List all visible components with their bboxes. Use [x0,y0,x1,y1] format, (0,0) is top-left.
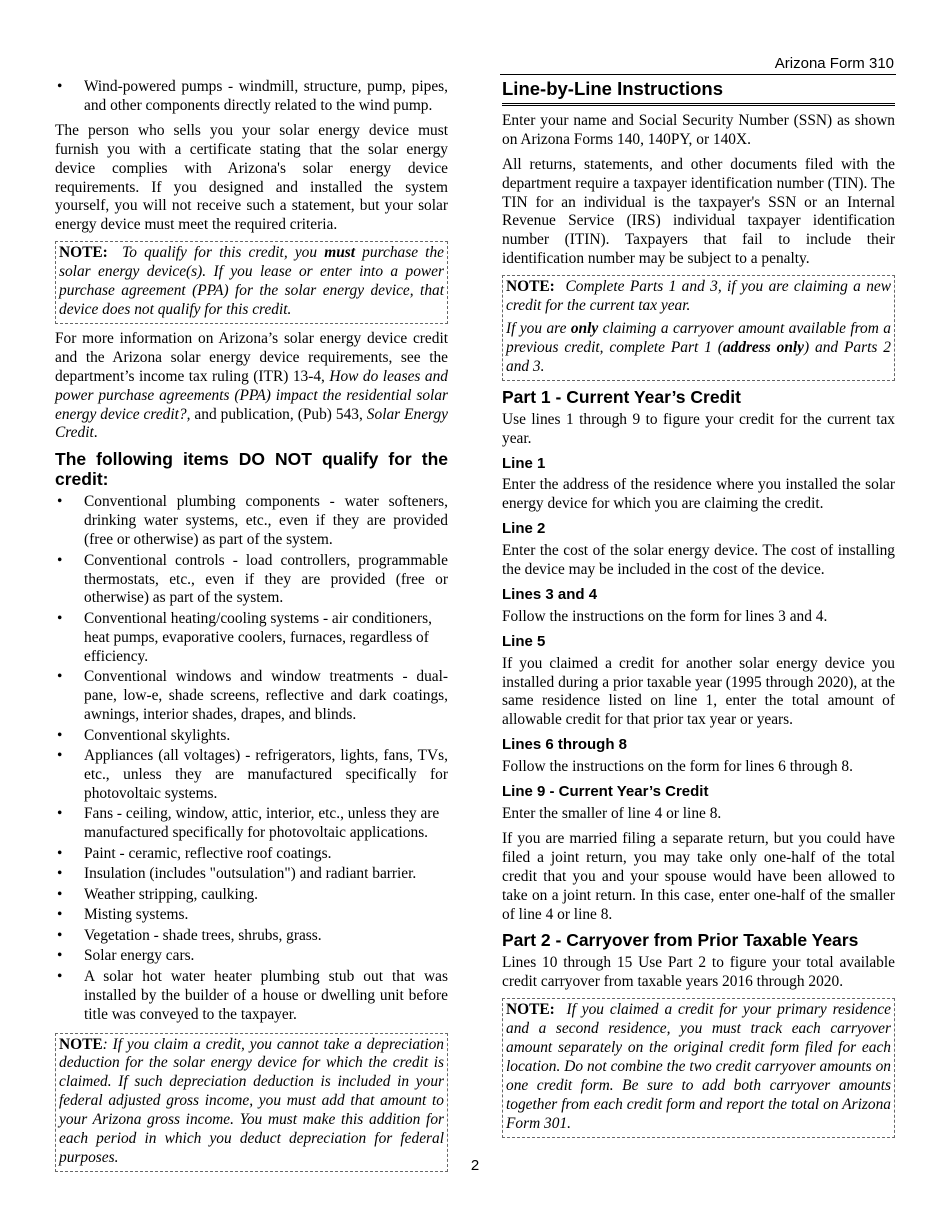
certificate-paragraph: The person who sells you your solar energy device must furnish you with a certificate stating that the solar energy device complies with Arizona's solar energy device requirements. If you designed and installed the system yourself, you will not receive such a statement, but your solar energy device must meet the required criteria. [55,121,448,234]
more-info-text: For more information on Arizona’s solar energy device credit and the Arizona solar energy device requirements, see the department’s income tax ruling (ITR) 13-4, [55,329,448,385]
list-item: • Conventional plumbing components - water softeners, drinking water systems, etc., even if they are provided (free or otherwise) as part of the system. [55,493,448,550]
part2-heading: Part 2 - Carryover from Prior Taxable Years [502,930,859,951]
line1-heading: Line 1 [502,454,546,472]
line2-heading: Line 2 [502,520,546,538]
note-text: If you are [506,319,571,337]
intro-paragraph: Enter your name and Social Security Number (SSN) as shown on Arizona Forms 140, 140PY, or 140X. [502,111,895,148]
more-info-text: and publication, (Pub) 543, [190,405,367,423]
list-item: • Insulation (includes "outsulation") and radiant barrier. [55,865,448,884]
right-column [502,78,895,1144]
list-item: • Conventional skylights. [55,727,448,746]
list-item: • Conventional heating/cooling systems - air conditioners, heat pumps, evaporative coolers, furnaces, regardless of efficiency. [55,610,448,667]
list-item: • Conventional windows and window treatments - dual-pane, low-e, shade screens, reflective and dark coatings, awnings, interior shades, drapes, and blinds. [55,668,448,725]
line2-text: Enter the cost of the solar energy device. The cost of installing the device may be included in the cost of the device. [502,542,895,579]
note-label: NOTE: [506,1001,555,1019]
header-rule [500,74,896,75]
line5-heading: Line 5 [502,632,546,650]
more-info-text: . [93,424,98,442]
list-item: • Fans - ceiling, window, attic, interior, etc., unless they are manufactured specifically for photovoltaic applications. [55,805,448,843]
lines6-8-text: Follow the instructions on the form for lines 6 through 8. [502,758,853,776]
note-emphasis-must: must [324,244,356,262]
lines3-4-text: Follow the instructions on the form for lines 3 and 4. [502,607,828,625]
more-info-paragraph [55,330,448,443]
note-parts-to-complete [502,275,895,381]
part2-text: Lines 10 through 15 Use Part 2 to figure your total available credit carryover from taxable years 2016 through 2020. [502,954,895,991]
note-label: NOTE: [59,244,108,262]
list-item: • Paint - ceramic, reflective roof coatings. [55,845,448,864]
note-label: NOTE [59,1035,103,1053]
part1-intro: Use lines 1 through 9 to figure your credit for the current tax year. [502,410,895,447]
note-depreciation [55,1033,448,1172]
note-carryover-tracking [502,998,895,1137]
itr-title: How do leases and power purchase agreements (PPA) impact the residential solar energy device credit?, [55,367,448,423]
list-item: • A solar hot water heater plumbing stub out that was installed by the builder of a house or dwelling unit before title was conveyed to the taxpayer. [55,968,448,1025]
line9-married-text: If you are married filing a separate return, but you could have filed a joint return, you may take only one-half of the total credit that you and your spouse would have been allowed to take on a joint return. In this case, enter one-half of the smaller of line 4 or line 8. [502,829,895,923]
list-item: • Vegetation - shade trees, shrubs, grass. [55,927,448,946]
list-item: • Weather stripping, caulking. [55,886,448,905]
form-label: Arizona Form 310 [774,55,894,72]
note-emphasis-only: only [570,319,599,337]
note-text: Complete Parts 1 and 3, if you are claiming a new credit for the current tax year. [506,278,892,315]
list-item: • Appliances (all voltages) - refrigerators, lights, fans, TVs, etc., unless they are manufactured specifically for photovoltaic systems. [55,747,448,804]
list-item: • Misting systems. [55,906,448,925]
part1-heading: Part 1 - Current Year’s Credit [502,386,741,407]
lines6-8-heading: Lines 6 through 8 [502,736,628,754]
lines3-4-heading: Lines 3 and 4 [502,585,598,603]
note-purchase-requirement [55,241,448,324]
page-title: Line-by-Line Instructions [502,80,895,106]
not-qualify-heading: The following items DO NOT qualify for the credit: [55,449,448,490]
line1-text: Enter the address of the residence where you installed the solar energy device for which you are claiming the credit. [502,476,895,513]
list-item: • Conventional controls - load controllers, programmable thermostats, etc., even if they are provided (free or otherwise) as part of the system. [55,552,448,609]
line9-text: Enter the smaller of line 4 or line 8. [502,805,722,822]
note-text: ) and Parts 2 and 3. [506,338,891,375]
note-text: purchase the solar energy device(s). If you lease or enter into a power purchase agreement (PPA) for the solar energy device, that device does not qualify for this credit. [59,244,444,318]
note-text: : If you claim a credit, you cannot take a depreciation deduction for the solar energy device for which the credit is claimed. If such depreciation deduction is included in your federal adjusted gross income, you must add that amount to your Arizona gross income. You must make this addition for each period in which you deduct depreciation for federal purposes. [59,1035,444,1166]
left-column [55,78,448,1178]
not-qualify-list [55,493,448,1024]
tin-paragraph: All returns, statements, and other documents filed with the department require a taxpayer identification number (TIN). The TIN for an individual is the taxpayer's SSN or an Internal Revenue Service (IRS) individual taxpayer identification number (ITIN). Taxpayers that fail to include their identification number may be subject to a penalty. [502,155,895,268]
note-emphasis-address-only: address only [722,338,805,356]
note-text: To qualify for this credit, you [122,244,325,262]
note-text: If you claimed a credit for your primary residence and a second residence, you must track each carryover amount separately on the original credit form filed for each location. Do not combine the two credit carryover amounts on one credit form. Be sure to add both carryover amounts together from each credit form and report the total on Arizona Form 301. [506,1001,891,1132]
line5-text: If you claimed a credit for another solar energy device you installed during a prior taxable year (1995 through 2020), at the same residence listed on line 1, enter the total amount of allowable credit for that prior tax year or years. [502,654,895,729]
list-item: • Wind-powered pumps - windmill, structure, pump, pipes, and other components directly related to the wind pump. [55,78,448,116]
wind-pump-list [55,78,448,116]
page-number: 2 [470,1157,480,1174]
list-item: • Solar energy cars. [55,947,448,966]
line9-heading: Line 9 - Current Year’s Credit [502,783,709,801]
pub-title: Solar Energy Credit [55,405,449,442]
note-label: NOTE: [506,278,555,296]
note-text: claiming a carryover amount available from a previous credit, complete Part 1 ( [506,319,891,356]
